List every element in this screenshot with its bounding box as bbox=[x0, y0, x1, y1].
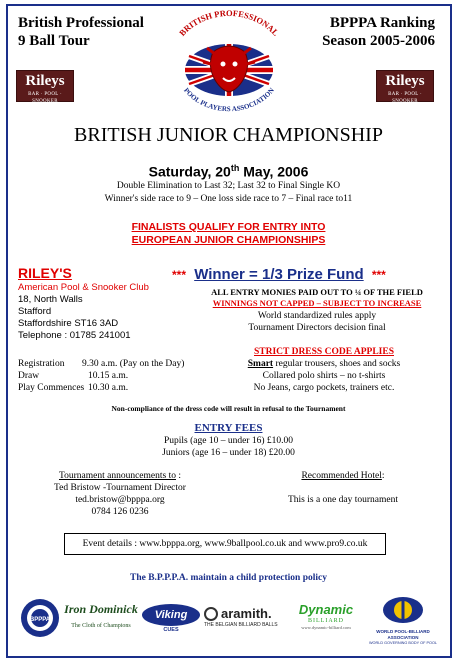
venue-line4: Staffordshire ST16 3AD bbox=[18, 318, 119, 329]
venue-line1: American Pool & Snooker Club bbox=[18, 282, 149, 293]
sponsor4-sub: THE BELGIAN BILLIARD BALLS bbox=[204, 622, 278, 628]
date-prefix: Saturday, 20 bbox=[148, 163, 231, 180]
header-right bbox=[322, 14, 435, 50]
format-line2: Winner's side race to 9 – One loss side race to 7 – Final race to11 bbox=[104, 194, 353, 204]
header-left-line2: 9 Ball Tour bbox=[18, 33, 90, 49]
date-suffix: May, 2006 bbox=[239, 163, 309, 180]
sponsor3-text: Viking bbox=[142, 604, 200, 626]
dress-title: STRICT DRESS CODE APPLIES bbox=[254, 347, 394, 357]
qualify-line2: EUROPEAN JUNIOR CHAMPIONSHIPS bbox=[131, 234, 326, 246]
dress-line1-rest: regular trousers, shoes and socks bbox=[273, 359, 401, 369]
schedule-value: 10.15 a.m. bbox=[88, 371, 129, 381]
emblem-bottom-text: POOL PLAYERS ASSOCIATION bbox=[182, 86, 276, 114]
fees-line1: Pupils (age 10 – under 16) £10.00 bbox=[163, 436, 294, 446]
sponsor5-url: www.dynamic-billiard.com bbox=[301, 625, 351, 630]
sponsor6-text: WORLD POOL-BILLIARD ASSOCIATION bbox=[376, 629, 430, 640]
prize-line1: ALL ENTRY MONIES PAID OUT TO ¼ OF THE FIELD bbox=[211, 287, 423, 297]
prize-line3: World standardized rules apply bbox=[257, 311, 377, 321]
bpppa-emblem-icon bbox=[158, 8, 300, 122]
event-details-text: Event details : www.bpppa.org, www.9ballpool.co.uk and www.pro9.co.uk bbox=[82, 539, 368, 549]
sponsor-dynamic bbox=[290, 596, 362, 640]
child-protection: The B.P.P.P.A. maintain a child protection policy bbox=[130, 573, 327, 583]
venue-block bbox=[18, 265, 188, 342]
event-details-box bbox=[64, 533, 386, 555]
dress-line1 bbox=[206, 358, 442, 370]
page-title: BRITISH JUNIOR CHAMPIONSHIP bbox=[74, 124, 383, 146]
rileys-logo-left: Rileys BAR · POOL · SNOOKER bbox=[16, 70, 74, 102]
sponsor-iron-dominick bbox=[64, 596, 138, 640]
aramith-ball-icon bbox=[204, 607, 218, 621]
announcements-email: ted.bristow@bpppa.org bbox=[75, 495, 165, 505]
bpppa-emblem bbox=[158, 8, 300, 122]
event-date bbox=[0, 160, 457, 181]
sponsor5-sub: BILLIARD bbox=[308, 618, 344, 624]
schedule-value: 9.30 a.m. (Pay on the Day) bbox=[82, 359, 185, 369]
venue-line2: 18, North Walls bbox=[18, 294, 83, 305]
schedule-label: Play Commences bbox=[18, 383, 85, 393]
dress-line3: No Jeans, cargo pockets, trainers etc. bbox=[253, 383, 395, 393]
schedule-row bbox=[18, 358, 218, 370]
hotel-title-row bbox=[250, 470, 436, 482]
rileys-logo-right: Rileys BAR · POOL · SNOOKER bbox=[376, 70, 434, 102]
emblem-top-text: BRITISH PROFESSIONAL bbox=[177, 8, 281, 38]
sponsor3-sub: CUES bbox=[163, 627, 179, 633]
fees-title: ENTRY FEES bbox=[194, 422, 263, 434]
announcements-title-row bbox=[30, 470, 210, 482]
date-sup: th bbox=[230, 163, 240, 173]
dress-line1-bold: Smart bbox=[247, 359, 274, 369]
dress-line2: Collared polo shirts – no t-shirts bbox=[262, 371, 386, 381]
sponsor4-text: aramith. bbox=[221, 606, 272, 621]
schedule-list bbox=[18, 358, 218, 394]
venue-name: RILEY'S bbox=[18, 265, 72, 281]
wpa-globe-icon bbox=[366, 596, 440, 624]
format-line1: Double Elimination to Last 32; Last 32 to Final Single KO bbox=[116, 181, 341, 191]
sponsor1-text: BPPPA bbox=[29, 617, 51, 623]
sponsor-aramith bbox=[204, 596, 286, 640]
prize-stars-right: *** bbox=[371, 268, 386, 282]
prize-line2: WINNINGS NOT CAPPED – SUBJECT TO INCREASE bbox=[212, 298, 422, 308]
announcements-title: Tournament announcements to bbox=[58, 471, 176, 481]
announcements-line1: Ted Bristow -Tournament Director bbox=[54, 483, 186, 493]
bpppa-seal-icon bbox=[18, 596, 62, 640]
prize-line4: Tournament Directors decision final bbox=[248, 323, 386, 333]
hotel-colon: : bbox=[381, 471, 385, 481]
sponsor6-sub: WORLD GOVERNING BODY OF POOL bbox=[368, 641, 438, 645]
header-right-line2: Season 2005-2006 bbox=[322, 33, 435, 49]
prize-headline: Winner = 1/3 Prize Fund bbox=[194, 266, 364, 283]
sponsor2-text: Iron Dominick bbox=[64, 602, 138, 616]
fees-line2: Juniors (age 16 – under 18) £20.00 bbox=[162, 448, 295, 458]
header-right-line1: BPPPA Ranking bbox=[329, 15, 435, 31]
venue-line5: Telephone : 01785 241001 bbox=[18, 330, 131, 341]
header-left-line1: British Professional bbox=[18, 15, 144, 31]
hotel-line1: This is a one day tournament bbox=[287, 495, 398, 505]
prize-headline-row bbox=[172, 266, 442, 284]
svg-text:BRITISH PROFESSIONAL bbox=[177, 8, 281, 38]
header-left bbox=[18, 14, 144, 50]
qualify-line1: FINALISTS QUALIFY FOR ENTRY INTO bbox=[131, 221, 326, 233]
venue-line3: Stafford bbox=[18, 306, 52, 317]
announcements-phone: 0784 126 0236 bbox=[91, 507, 149, 517]
sponsor-bpppa-logo bbox=[18, 596, 62, 640]
sponsor2-sub: The Cloth of Champions bbox=[71, 623, 131, 629]
announcements-colon: : bbox=[175, 471, 181, 481]
hotel-title: Recommended Hotel bbox=[301, 471, 382, 481]
schedule-row bbox=[18, 370, 218, 382]
noncompliance-note: Non-compliance of the dress code will result in refusal to the Tournament bbox=[111, 404, 346, 413]
sponsor-viking bbox=[142, 596, 200, 640]
prize-stars-left: *** bbox=[172, 268, 187, 282]
sponsor-wpa bbox=[366, 596, 440, 645]
schedule-label: Draw bbox=[18, 371, 40, 381]
sponsor5-text: Dynamic bbox=[298, 602, 354, 617]
schedule-label: Registration bbox=[18, 359, 65, 369]
schedule-row bbox=[18, 382, 218, 394]
schedule-value: 10.30 a.m. bbox=[88, 383, 129, 393]
